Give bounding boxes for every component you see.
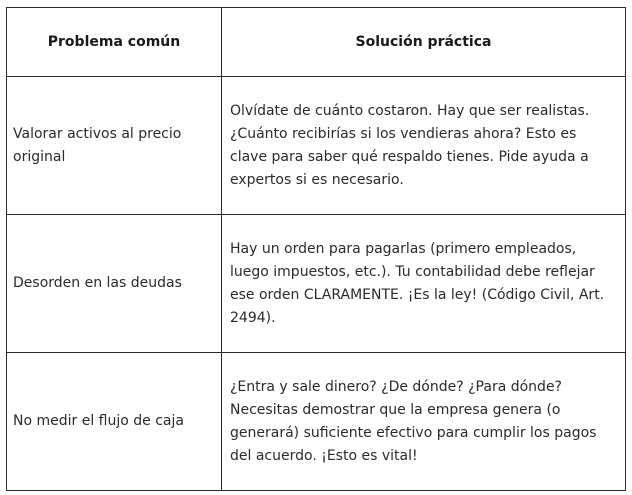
cell-solution: ¿Entra y sale dinero? ¿De dónde? ¿Para dónde? Necesitas demostrar que la empresa genera (o generará) suficiente efectivo para cumplir los pagos del acuerdo. ¡Esto es vital! <box>222 353 626 491</box>
cell-problem: Valorar activos al precio original <box>7 77 222 215</box>
header-row <box>7 8 626 77</box>
cell-solution: Olvídate de cuánto costaron. Hay que ser realistas. ¿Cuánto recibirías si los vendieras ahora? Esto es clave para saber qué respaldo tienes. Pide ayuda a expertos si es necesario. <box>222 77 626 215</box>
header-problem: Problema común <box>7 8 222 77</box>
cell-problem: No medir el flujo de caja <box>7 353 222 491</box>
table-body <box>7 77 626 491</box>
header-solution: Solución práctica <box>222 8 626 77</box>
table-row <box>7 353 626 491</box>
problems-solutions-table-container <box>6 7 625 491</box>
table-row <box>7 77 626 215</box>
cell-problem: Desorden en las deudas <box>7 215 222 353</box>
problems-solutions-table <box>6 7 626 491</box>
table-row <box>7 215 626 353</box>
cell-solution: Hay un orden para pagarlas (primero empleados, luego impuestos, etc.). Tu contabilidad debe reflejar ese orden CLARAMENTE. ¡Es la ley! (Código Civil, Art. 2494). <box>222 215 626 353</box>
table-header <box>7 8 626 77</box>
